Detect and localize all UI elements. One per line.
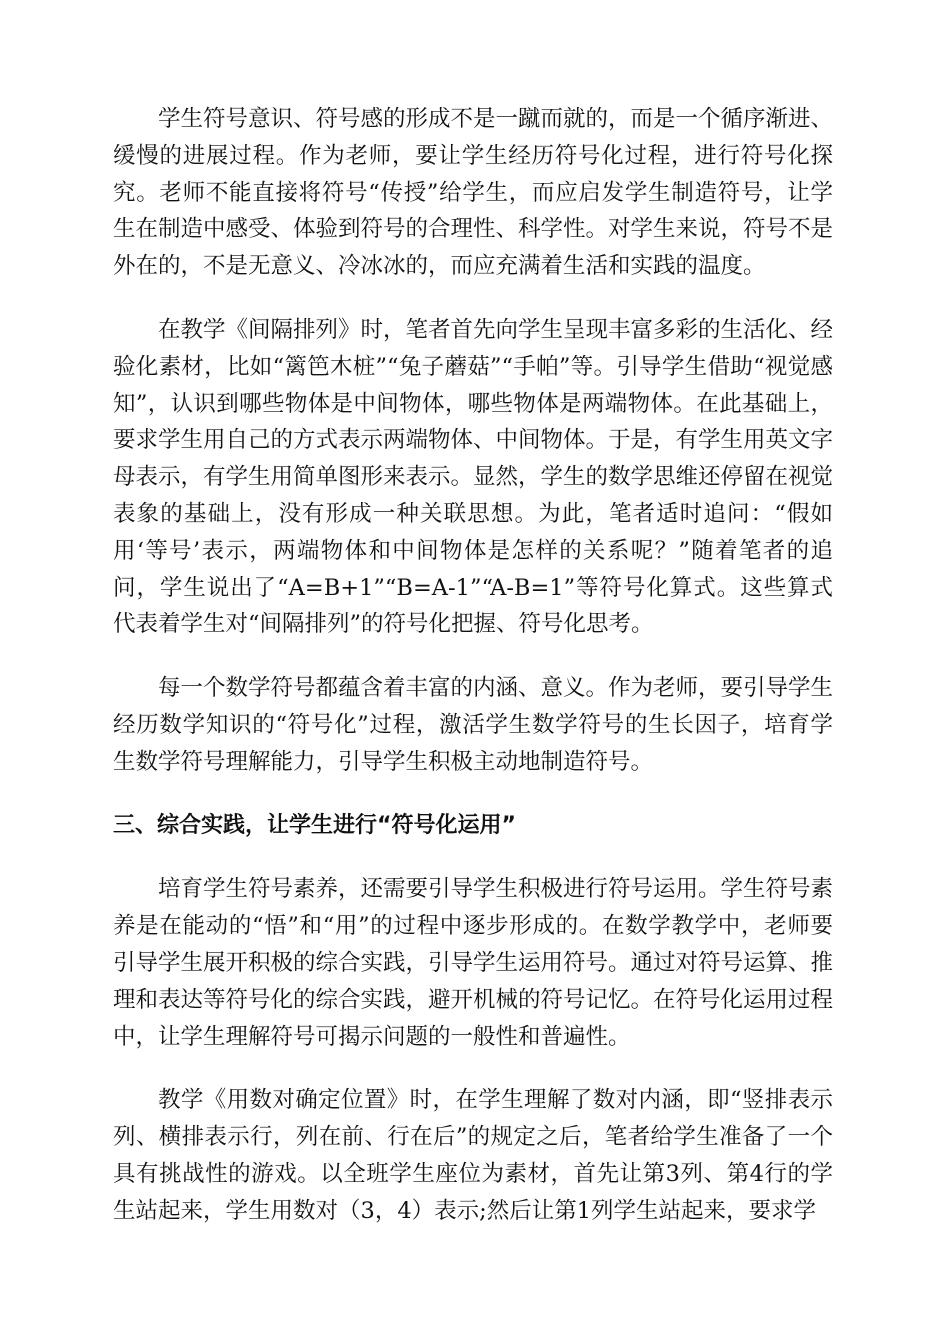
paragraph-interval-arrangement: 在教学《间隔排列》时，笔者首先向学生呈现丰富多彩的生活化、经验化素材，比如“篱笆木桩”“兔子蘑菇”“手帕”等。引导学生借助“视觉感知”，认识到哪些物体是中间物体，哪些物体是两端物体。在此基础上，要求学生用自己的方式表示两端物体、中间物体。于是，有学生用英文字母表示，有学生用简单图形来表示。显然，学生的数学思维还停留在视觉表象的基础上，没有形成一种关联思想。为此，笔者适时追问：“假如用‘等号’表示，两端物体和中间物体是怎样的关系呢？”随着笔者的追问，学生说出了“A=B+1”“B=A-1”“A-B=1”等符号化算式。这些算式代表着学生对“间隔排列”的符号化把握、符号化思考。 — [113, 316, 834, 638]
paragraph-symbol-meaning: 每一个数学符号都蕴含着丰富的内涵、意义。作为老师，要引导学生经历数学知识的“符号化”过程，激活学生数学符号的生长因子，培育学生数学符号理解能力，引导学生积极主动地制造符号。 — [113, 675, 834, 775]
paragraph-number-pair-position: 教学《用数对确定位置》时，在学生理解了数对内涵，即“竖排表示列、横排表示行，列在前、行在后”的规定之后，笔者给学生准备了一个具有挑战性的游戏。以全班学生座位为素材，首先让第3列、第4行的学生站起来，学生用数对（3，4）表示;然后让第1列学生站起来，要求学 — [113, 1087, 833, 1224]
paragraph-symbol-awareness: 学生符号意识、符号感的形成不是一蹴而就的，而是一个循序渐进、缓慢的进展过程。作为老师，要让学生经历符号化过程，进行符号化探究。老师不能直接将符号“传授”给学生，而应启发学生制造符号，让学生在制造中感受、体验到符号的合理性、科学性。对学生来说，符号不是外在的，不是无意义、冷冰冰的，而应充满着生活和实践的温度。 — [113, 106, 834, 280]
paragraph-symbol-application: 培育学生符号素养，还需要引导学生积极进行符号运用。学生符号素养是在能动的“悟”和“用”的过程中逐步形成的。在数学教学中，老师要引导学生展开积极的综合实践，引导学生运用符号。通过对符号运算、推理和表达等符号化的综合实践，避开机械的符号记忆。在符号化运用过程中，让学生理解符号可揭示问题的一般性和普遍性。 — [113, 876, 834, 1050]
section-heading-3: 三、综合实践，让学生进行“符号化运用” — [113, 812, 516, 838]
document-body — [113, 101, 833, 1257]
